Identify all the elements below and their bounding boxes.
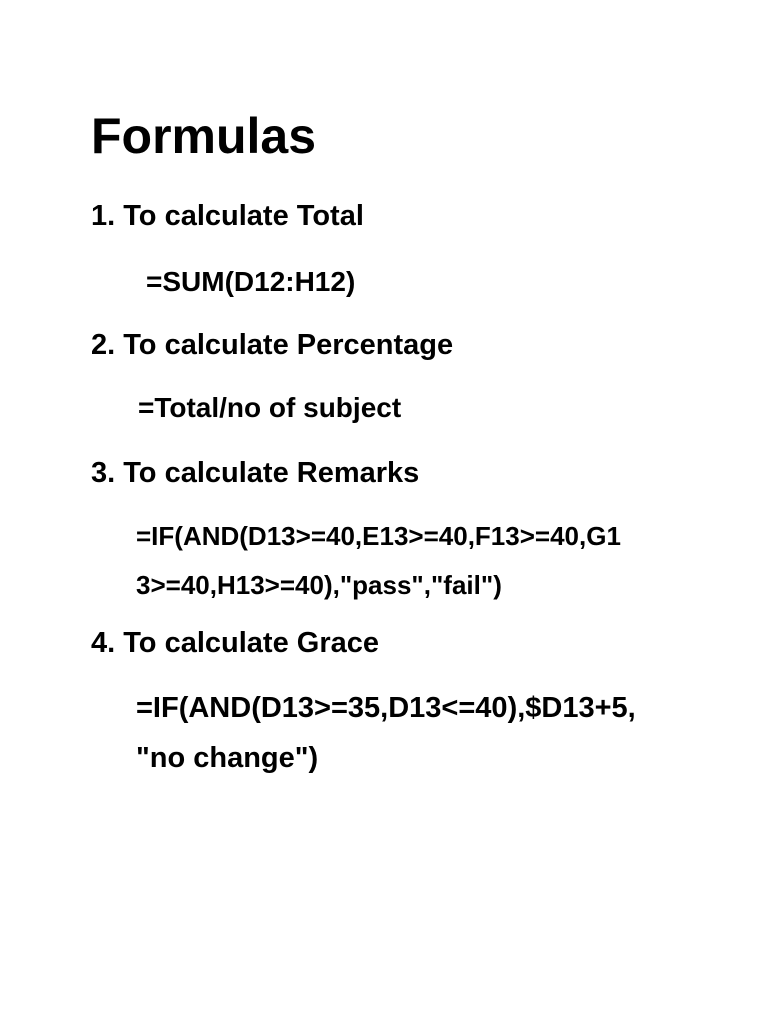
formula-remarks-line-2: 3>=40,H13>=40),"pass","fail") <box>136 570 502 600</box>
section-heading-total: 1. To calculate Total <box>91 200 364 232</box>
section-heading-percentage: 2. To calculate Percentage <box>91 329 454 361</box>
formula-grace-line-2: "no change") <box>136 742 319 774</box>
section-heading-remarks: 3. To calculate Remarks <box>91 457 420 489</box>
formula-remarks-line-1: =IF(AND(D13>=40,E13>=40,F13>=40,G1 <box>136 521 621 551</box>
formula-total: =SUM(D12:H12) <box>146 266 356 297</box>
formula-percentage: =Total/no of subject <box>138 392 402 423</box>
formula-grace-line-1: =IF(AND(D13>=35,D13<=40),$D13+5, <box>136 692 636 724</box>
section-heading-grace: 4. To calculate Grace <box>91 627 379 659</box>
page-title: Formulas <box>91 108 317 164</box>
